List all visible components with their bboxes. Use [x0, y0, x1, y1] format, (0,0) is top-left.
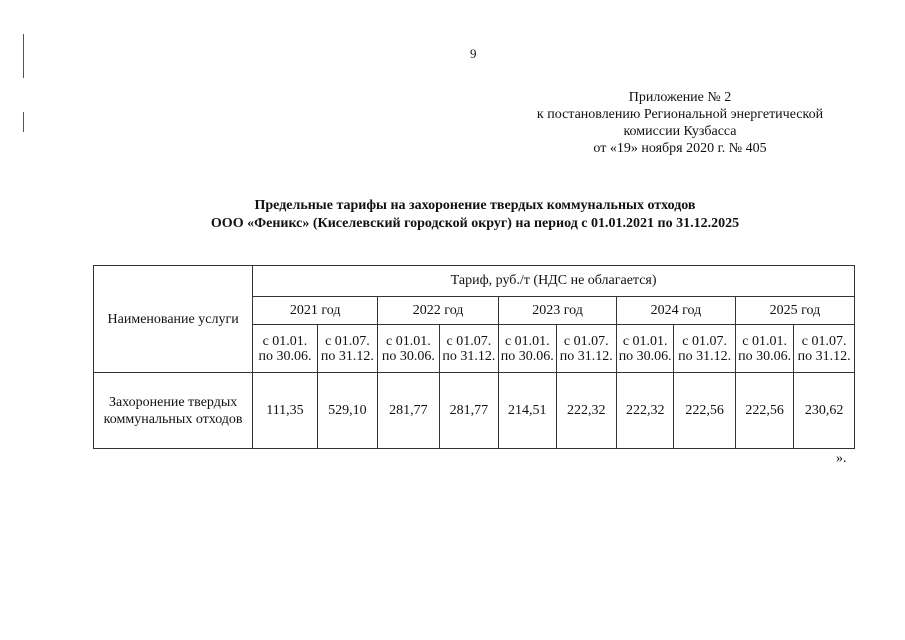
year-cell: 2022 год: [378, 297, 499, 325]
period-to: по 31.12.: [320, 348, 374, 364]
period-cell: [616, 325, 673, 373]
period-from: с 01.07.: [563, 333, 609, 349]
tariff-header-cell: Тариф, руб./т (НДС не облагается): [253, 266, 855, 297]
period-from: с 01.07.: [446, 333, 492, 349]
appendix-line-3: комиссии Кузбасса: [623, 124, 737, 139]
year-cell: 2025 год: [735, 297, 854, 325]
appendix-block: [500, 89, 860, 157]
period-cell: [674, 325, 735, 373]
service-name-cell: [94, 373, 253, 449]
tariff-value-cell: 214,51: [499, 373, 556, 449]
period-to: по 30.06.: [258, 348, 312, 364]
document-title: [90, 197, 860, 233]
tariff-value-cell: 281,77: [378, 373, 439, 449]
period-cell: [439, 325, 498, 373]
tariff-value-cell: 222,32: [556, 373, 616, 449]
period-from: с 01.01.: [504, 333, 550, 349]
title-line-2: ООО «Феникс» (Киселевский городской округ) на период с 01.01.2021 по 31.12.2025: [210, 216, 740, 231]
margin-line-top: [23, 34, 24, 78]
period-to: по 30.06.: [738, 348, 792, 364]
closing-mark: ».: [836, 451, 847, 466]
year-cell: 2023 год: [499, 297, 617, 325]
tariff-value-cell: 111,35: [253, 373, 317, 449]
period-cell: [794, 325, 855, 373]
period-from: с 01.01.: [622, 333, 668, 349]
service-header-cell: Наименование услуги: [94, 266, 253, 373]
tariff-value-cell: 222,56: [735, 373, 793, 449]
period-from: с 01.01.: [262, 333, 308, 349]
year-cell: 2024 год: [616, 297, 735, 325]
service-name-line: Захоронение твердых: [108, 394, 238, 410]
appendix-line-2: к постановлению Региональной энергетической: [536, 107, 824, 122]
period-to: по 31.12.: [797, 348, 851, 364]
page-number: 9: [470, 46, 477, 61]
year-cell: 2021 год: [253, 297, 378, 325]
header-row: [94, 266, 855, 297]
period-to: по 30.06.: [618, 348, 672, 364]
period-from: с 01.07.: [682, 333, 727, 349]
period-cell: [499, 325, 556, 373]
period-cell: [735, 325, 793, 373]
appendix-line-4: от «19» ноября 2020 г. № 405: [593, 141, 767, 156]
period-from: с 01.01.: [742, 333, 787, 349]
tariff-value-cell: 222,56: [674, 373, 735, 449]
period-to: по 31.12.: [559, 348, 613, 364]
margin-line-bottom: [23, 112, 24, 132]
period-from: с 01.07.: [801, 333, 847, 349]
title-line-1: Предельные тарифы на захоронение твердых коммунальных отходов: [254, 198, 696, 213]
period-from: с 01.07.: [325, 333, 370, 349]
tariff-value-cell: 529,10: [317, 373, 377, 449]
period-cell: [253, 325, 317, 373]
table-row: [94, 373, 855, 449]
tariff-value-cell: 281,77: [439, 373, 498, 449]
service-name-line: коммунальных отходов: [103, 411, 243, 427]
tariff-table: [93, 265, 855, 449]
period-to: по 31.12.: [442, 348, 496, 364]
appendix-line-1: Приложение № 2: [628, 90, 732, 105]
period-cell: [378, 325, 439, 373]
period-to: по 30.06.: [500, 348, 554, 364]
period-from: с 01.01.: [386, 333, 431, 349]
period-cell: [317, 325, 377, 373]
tariff-value-cell: 222,32: [616, 373, 673, 449]
period-cell: [556, 325, 616, 373]
tariff-value-cell: 230,62: [794, 373, 855, 449]
period-to: по 30.06.: [381, 348, 435, 364]
period-to: по 31.12.: [678, 348, 732, 364]
